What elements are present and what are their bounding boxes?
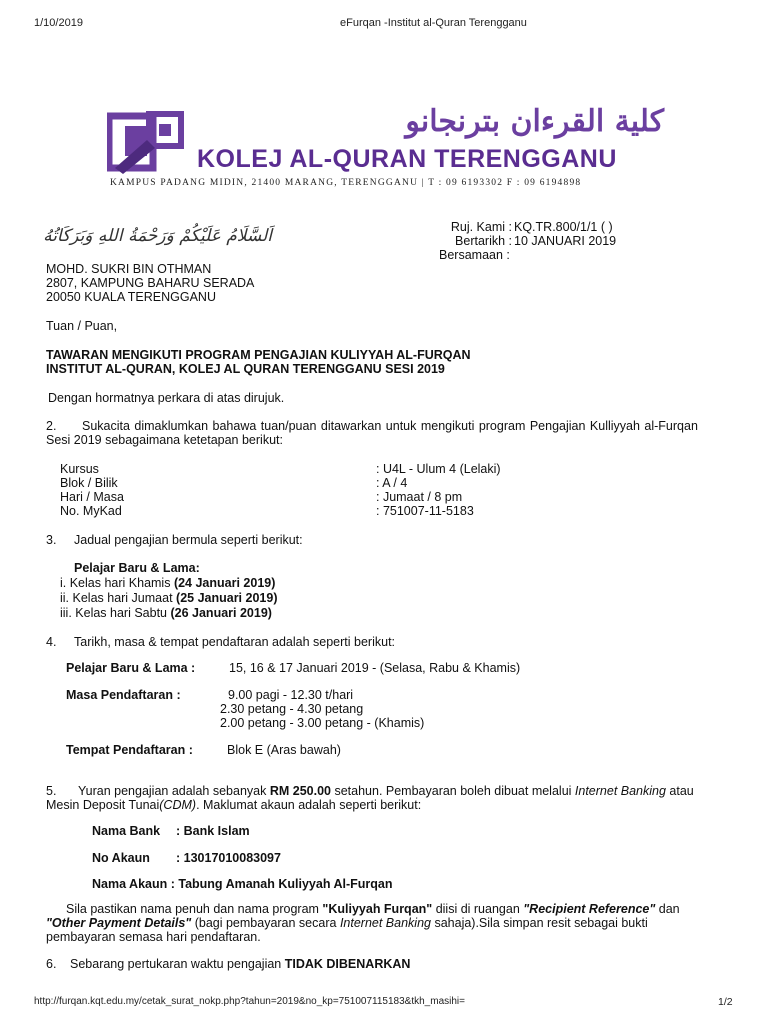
- detail-label-kursus: Kursus: [60, 462, 99, 476]
- subject-line-2: INSTITUT AL-QURAN, KOLEJ AL QURAN TERENGGANU SESI 2019: [46, 362, 445, 376]
- detail-value-mykad: : 751007-11-5183: [376, 504, 474, 518]
- print-title: eFurqan -Institut al-Quran Terengganu: [340, 17, 527, 29]
- detail-label-blok: Blok / Bilik: [60, 476, 118, 490]
- schedule-item-2-prefix: ii. Kelas hari Jumaat: [60, 591, 177, 605]
- schedule-item-3-date: (26 Januari 2019): [170, 606, 272, 620]
- note-l1-c: dan: [655, 902, 680, 916]
- note-l1-b: diisi di ruangan: [432, 902, 524, 916]
- recipient-address-2: 20050 KUALA TERENGGANU: [46, 290, 216, 304]
- detail-value-blok: : A / 4: [376, 476, 408, 490]
- para2-line-2: Sesi 2019 sebagaimana ketetapan berikut:: [46, 433, 283, 447]
- para5-line-1: [78, 784, 694, 798]
- para3-text: Jadual pengajian bermula seperti berikut:: [74, 533, 303, 547]
- schedule-item-2-date: (25 Januari 2019): [176, 591, 278, 605]
- recipient-address-1: 2807, KAMPUNG BAHARU SERADA: [46, 276, 255, 290]
- college-name-arabic: كلية القرءان بترنجانو: [405, 104, 664, 139]
- schedule-item-1-prefix: i. Kelas hari Khamis: [60, 576, 174, 590]
- tempat-label: Tempat Pendaftaran :: [66, 743, 193, 757]
- tempat-value: Blok E (Aras bawah): [227, 743, 341, 757]
- salam-greeting: اَلسَّلَامُ عَلَيْكُمْ وَرَحْمَةُ اللهِ وَبَرَكَاتُهُ: [43, 226, 272, 246]
- schedule-item-3: [60, 606, 272, 620]
- masa-value-1: 9.00 pagi - 12.30 t/hari: [228, 688, 354, 702]
- bank-value: : Bank Islam: [176, 824, 250, 838]
- opening-line: Dengan hormatnya perkara di atas dirujuk.: [48, 391, 285, 405]
- note-l2-b: sahaja).Sila simpan resit sebagai bukti: [430, 916, 648, 930]
- note-line-3: pembayaran semasa hari pendaftaran.: [46, 930, 261, 944]
- masa-value-3: 2.00 petang - 3.00 petang - (Khamis): [220, 716, 425, 730]
- schedule-item-1: [60, 576, 275, 590]
- print-date: 1/10/2019: [34, 17, 83, 29]
- para6-line: [70, 957, 410, 971]
- para6-bold: TIDAK DIBENARKAN: [284, 957, 411, 971]
- note-l2-a: (bagi pembayaran secara: [191, 916, 340, 930]
- para5-l1-b: setahun. Pembayaran boleh dibuat melalui: [330, 784, 575, 798]
- date-label: Bertarikh :: [455, 234, 512, 248]
- para2-line-1: Sukacita dimaklumkan bahawa tuan/puan ditawarkan untuk mengikuti program Pengajian Kulliyyah al-Furqan: [82, 419, 698, 433]
- para3-num: 3.: [46, 533, 57, 547]
- pelajar-label: Pelajar Baru & Lama :: [66, 661, 196, 675]
- para4-text: Tarikh, masa & tempat pendaftaran adalah seperti berikut:: [74, 635, 396, 649]
- para5-l2-cdm: (CDM): [159, 798, 197, 812]
- detail-label-mykad: No. MyKad: [60, 504, 122, 518]
- print-page-number: 1/2: [718, 996, 733, 1008]
- college-name-english: KOLEJ AL-QURAN TERENGGANU: [197, 145, 617, 173]
- ref-label: Ruj. Kami :: [450, 220, 512, 234]
- recipient-name: MOHD. SUKRI BIN OTHMAN: [46, 262, 212, 276]
- para5-l2-b: . Maklumat akaun adalah seperti berikut:: [196, 798, 422, 812]
- detail-value-kursus: : U4L - Ulum 4 (Lelaki): [376, 462, 501, 476]
- schedule-item-1-date: (24 Januari 2019): [173, 576, 276, 590]
- para6-num: 6.: [46, 957, 57, 971]
- salutation: Tuan / Puan,: [46, 319, 118, 333]
- akaun-label: No Akaun: [92, 851, 150, 865]
- fee-amount: RM 250.00: [269, 784, 331, 798]
- masa-value-2: 2.30 petang - 4.30 petang: [220, 702, 364, 716]
- college-logo: [107, 110, 185, 176]
- account-name: Nama Akaun : Tabung Amanah Kuliyyah Al-Furqan: [92, 877, 393, 891]
- print-url: http://furqan.kqt.edu.my/cetak_surat_nokp.php?tahun=2019&no_kp=751007115183&tkh_masihi=: [34, 996, 465, 1007]
- note-line-2: [46, 916, 648, 930]
- note-l1-ref: "Recipient Reference": [523, 902, 656, 916]
- bersamaan-label: Bersamaan :: [439, 248, 510, 262]
- note-line-1: [66, 902, 680, 916]
- para5-l1-c: atau: [665, 784, 694, 798]
- para6-text: Sebarang pertukaran waktu pengajian: [70, 957, 285, 971]
- ref-value: KQ.TR.800/1/1 ( ): [514, 220, 613, 234]
- para5-l2-a: Mesin Deposit Tunai: [46, 798, 160, 812]
- subject-line-1: TAWARAN MENGIKUTI PROGRAM PENGAJIAN KULIYYAH AL-FURQAN: [46, 348, 471, 362]
- akaun-value: : 13017010083097: [176, 851, 281, 865]
- schedule-item-2: [60, 591, 277, 605]
- note-l2-other: "Other Payment Details": [46, 916, 192, 930]
- college-address: KAMPUS PADANG MIDIN, 21400 MARANG, TERENGGANU | T : 09 6193302 F : 09 6194898: [110, 178, 582, 188]
- bank-label: Nama Bank: [92, 824, 161, 838]
- note-l2-ib: Internet Banking: [339, 916, 431, 930]
- detail-value-hari: : Jumaat / 8 pm: [376, 490, 463, 504]
- para5-l1-ib: Internet Banking: [574, 784, 666, 798]
- pelajar-value: 15, 16 & 17 Januari 2019 - (Selasa, Rabu & Khamis): [229, 661, 521, 675]
- para5-line-2: [46, 798, 421, 812]
- para5-num: 5.: [46, 784, 57, 798]
- para4-num: 4.: [46, 635, 57, 649]
- para2-num: 2.: [46, 419, 57, 433]
- masa-label: Masa Pendaftaran :: [66, 688, 181, 702]
- note-l1-a: Sila pastikan nama penuh dan nama program: [66, 902, 323, 916]
- date-value: 10 JANUARI 2019: [514, 234, 617, 248]
- detail-label-hari: Hari / Masa: [60, 490, 124, 504]
- para5-l1-a: Yuran pengajian adalah sebanyak: [78, 784, 270, 798]
- note-l1-prog: "Kuliyyah Furqan": [322, 902, 433, 916]
- schedule-item-3-prefix: iii. Kelas hari Sabtu: [60, 606, 171, 620]
- para3-heading: Pelajar Baru & Lama:: [74, 561, 200, 575]
